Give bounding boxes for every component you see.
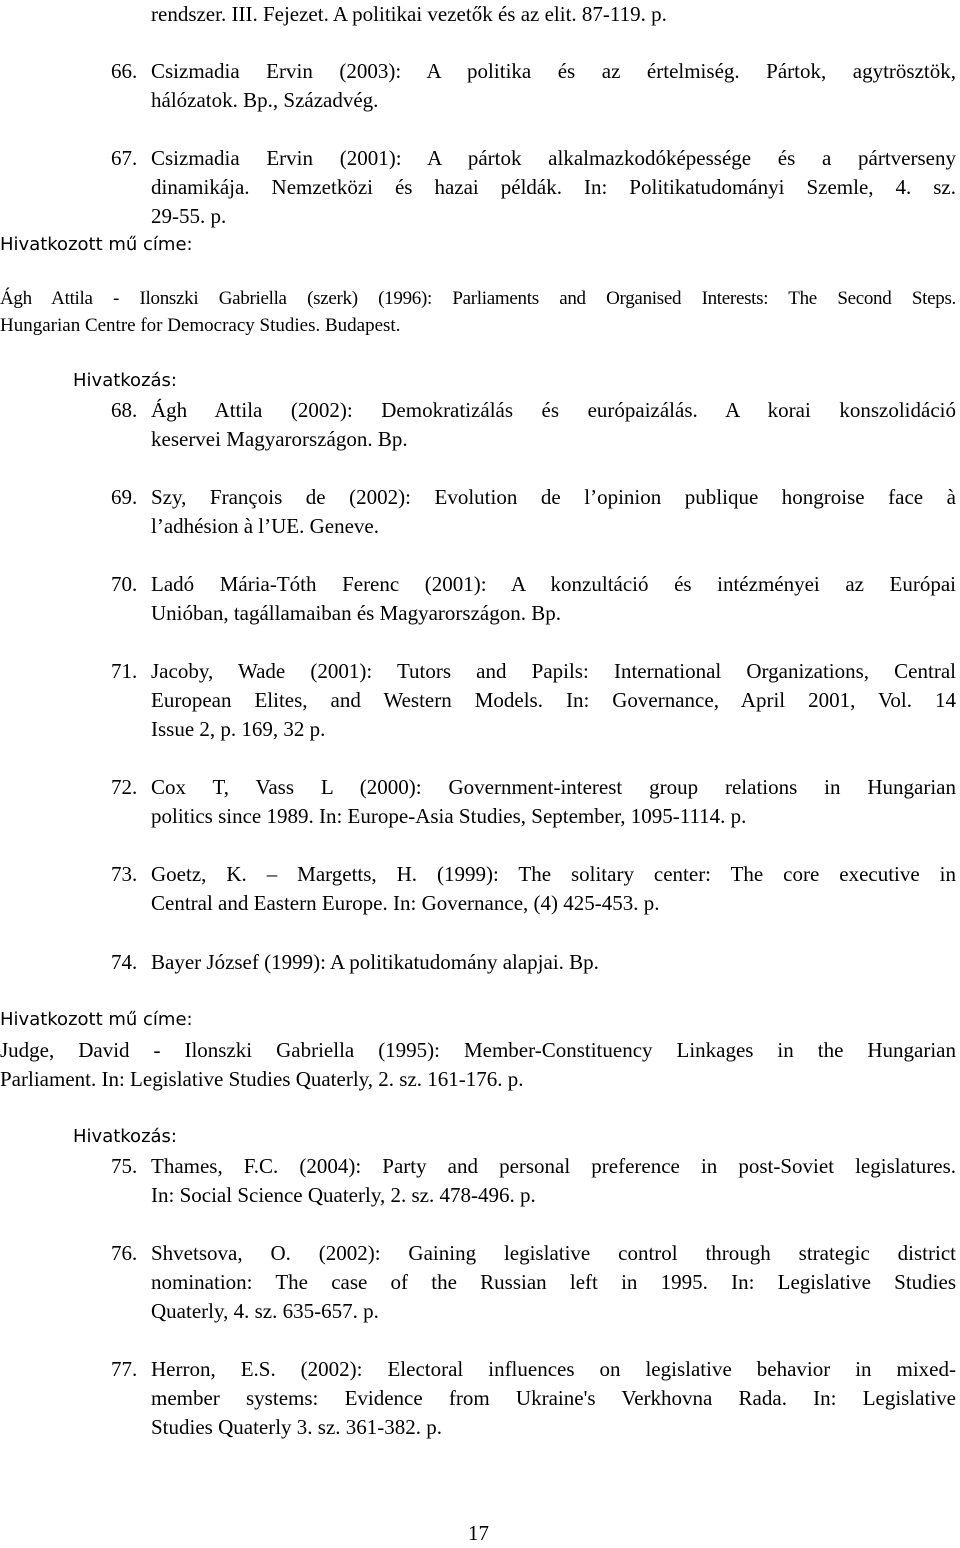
entry-text-line: Jacoby, Wade (2001): Tutors and Papils: International Organizations, Central	[151, 659, 956, 683]
entry-number: 76.	[111, 1241, 138, 1265]
entry-number: 69.	[111, 485, 138, 509]
entry-number: 73.	[111, 862, 138, 886]
continuation-line: rendszer. III. Fejezet. A politikai vezetők és az elit. 87-119. p.	[151, 2, 667, 26]
entry-text-line: dinamikája. Nemzetközi és hazai példák. In: Politikatudományi Szemle, 4. sz.	[151, 175, 956, 199]
cited-work-line: Parliament. In: Legislative Studies Quaterly, 2. sz. 161-176. p.	[0, 1067, 524, 1091]
page-number: 17	[468, 1521, 489, 1545]
entry-number: 75.	[111, 1154, 138, 1178]
entry-text-line: keservei Magyarországon. Bp.	[151, 427, 408, 451]
entry-text-line: hálózatok. Bp., Századvég.	[151, 88, 379, 112]
entry-number: 71.	[111, 659, 138, 683]
entry-number: 72.	[111, 775, 138, 799]
entry-text-line: Szy, François de (2002): Evolution de l’opinion publique hongroise face à	[151, 485, 956, 509]
entry-text-line: Ladó Mária-Tóth Ferenc (2001): A konzultáció és intézményei az Európai	[151, 572, 956, 596]
entry-text-line: European Elites, and Western Models. In: Governance, April 2001, Vol. 14	[151, 688, 956, 712]
entry-text-line: Central and Eastern Europe. In: Governance, (4) 425-453. p.	[151, 891, 660, 915]
entry-text-line: l’adhésion à l’UE. Geneve.	[151, 514, 379, 538]
entry-text-line: Unióban, tagállamaiban és Magyarországon. Bp.	[151, 601, 561, 625]
entry-text-line: Quaterly, 4. sz. 635-657. p.	[151, 1299, 379, 1323]
entry-text-line: Issue 2, p. 169, 32 p.	[151, 717, 326, 741]
entry-number: 70.	[111, 572, 138, 596]
entry-number: 74.	[111, 950, 138, 974]
entry-text-line: 29-55. p.	[151, 204, 227, 228]
entry-text-line: Csizmadia Ervin (2001): A pártok alkalmazkodóképessége és a pártverseny	[151, 146, 956, 170]
entry-number: 66.	[111, 59, 138, 83]
entry-text-line: nomination: The case of the Russian left in 1995. In: Legislative Studies	[151, 1270, 956, 1294]
cited-work-heading: Hivatkozott mű címe:	[0, 234, 193, 255]
entry-text-line: Ágh Attila (2002): Demokratizálás és európaizálás. A korai konszolidáció	[151, 398, 956, 422]
entry-text-line: Studies Quaterly 3. sz. 361-382. p.	[151, 1415, 443, 1439]
entry-text-line: Thames, F.C. (2004): Party and personal preference in post-Soviet legislatures.	[151, 1154, 956, 1178]
entry-text-line: politics since 1989. In: Europe-Asia Studies, September, 1095-1114. p.	[151, 804, 747, 828]
cited-work-line: Hungarian Centre for Democracy Studies. Budapest.	[0, 315, 401, 336]
entry-number: 67.	[111, 146, 138, 170]
entry-text-line: Shvetsova, O. (2002): Gaining legislative control through strategic district	[151, 1241, 956, 1265]
entry-text-line: In: Social Science Quaterly, 2. sz. 478-496. p.	[151, 1183, 536, 1207]
entry-text-line: Cox T, Vass L (2000): Government-interest group relations in Hungarian	[151, 775, 956, 799]
entry-number: 68.	[111, 398, 138, 422]
entry-text-line: Herron, E.S. (2002): Electoral influences on legislative behavior in mixed-	[151, 1357, 956, 1381]
entry-text-line: Bayer József (1999): A politikatudomány alapjai. Bp.	[151, 950, 599, 974]
entry-text-line: Goetz, K. – Margetts, H. (1999): The solitary center: The core executive in	[151, 862, 956, 886]
cited-work-line: Ágh Attila - Ilonszki Gabriella (szerk) (1996): Parliaments and Organised Interests: The Second Steps.	[0, 288, 956, 309]
cited-work-heading: Hivatkozott mű címe:	[0, 1009, 193, 1030]
cited-work-line: Judge, David - Ilonszki Gabriella (1995): Member-Constituency Linkages in the Hungarian	[0, 1038, 956, 1062]
entry-number: 77.	[111, 1357, 138, 1381]
entry-text-line: Csizmadia Ervin (2003): A politika és az értelmiség. Pártok, agytrösztök,	[151, 59, 956, 83]
entry-text-line: member systems: Evidence from Ukraine's Verkhovna Rada. In: Legislative	[151, 1386, 956, 1410]
references-heading: Hivatkozás:	[73, 1126, 177, 1147]
references-heading: Hivatkozás:	[73, 370, 177, 391]
